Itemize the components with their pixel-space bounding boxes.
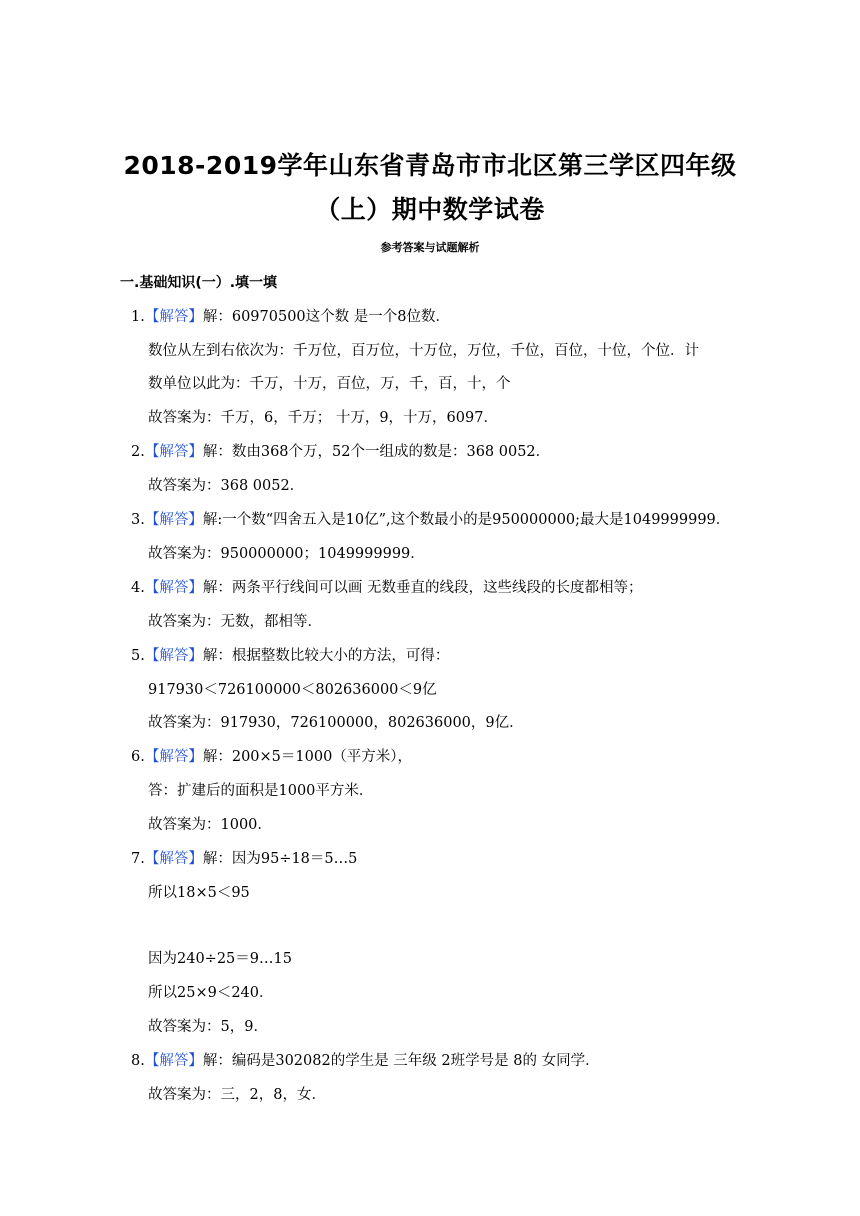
answer-line: 故答案为：950000000；1049999999．	[148, 546, 425, 562]
answer-line: 故答案为：千万，6，千万； 十万，9，十万，6097．	[148, 410, 498, 426]
question-5-line	[131, 644, 449, 665]
answer-line: 数单位以此为：千万，十万，百位，万，千，百，十，个	[148, 376, 511, 392]
question-text: 解：因为95÷18＝5…5	[202, 851, 358, 867]
question-8-line	[131, 1049, 600, 1070]
document-title-line-1: 2018-2019学年山东省青岛市市北区第三学区四年级	[123, 151, 737, 180]
answer-line: 数位从左到右依次为：千万位，百万位，十万位，万位，千位，百位，十位，个位．计	[148, 343, 699, 359]
question-6-line	[131, 745, 412, 766]
question-4-line	[131, 576, 642, 597]
answer-line: 故答案为：917930，726100000，802636000，9亿．	[148, 715, 524, 731]
question-1-line	[131, 305, 450, 326]
answer-tag: 【解答】	[144, 309, 203, 325]
question-2-line	[131, 440, 550, 461]
question-3-line	[131, 508, 730, 529]
document-title-line-2: （上）期中数学试卷	[315, 195, 545, 224]
answer-line: 所以18×5＜95	[148, 885, 250, 901]
answer-tag: 【解答】	[144, 851, 203, 867]
answer-line: 故答案为：无数，都相等．	[148, 614, 322, 630]
answer-line: 所以25×9＜240．	[148, 985, 274, 1001]
question-text: 解：根据整数比较大小的方法，可得：	[202, 648, 450, 664]
answer-tag: 【解答】	[144, 512, 203, 528]
question-number: 1.	[131, 309, 145, 325]
question-number: 4.	[131, 580, 145, 596]
answer-tag: 【解答】	[144, 1053, 203, 1069]
question-7-line	[131, 847, 357, 868]
question-number: 2.	[131, 444, 145, 460]
question-text: 解：数由368个万，52个一组成的数是：368 0052．	[202, 444, 551, 460]
answer-line: 故答案为：三，2，8，女．	[148, 1087, 326, 1103]
answer-tag: 【解答】	[144, 580, 203, 596]
question-text: 解：两条平行线间可以画 无数垂直的线段，这些线段的长度都相等；	[202, 580, 643, 596]
question-number: 6.	[131, 749, 145, 765]
answer-line: 因为240÷25＝9…15	[148, 951, 292, 967]
question-number: 3.	[131, 512, 145, 528]
answer-line: 答：扩建后的面积是1000平方米．	[148, 783, 374, 799]
question-text: 解:一个数“四舍五入是10亿”,这个数最小的是950000000;最大是1049999999．	[202, 512, 731, 528]
answer-tag: 【解答】	[144, 749, 203, 765]
section-heading: 一.基础知识(一）.填一填	[120, 275, 278, 291]
answer-tag: 【解答】	[144, 648, 203, 664]
question-text: 解：60970500这个数 是一个8位数．	[202, 309, 450, 325]
question-text: 解：200×5＝1000（平方米），	[202, 749, 413, 765]
answer-line: 917930＜726100000＜802636000＜9亿	[148, 682, 437, 698]
answer-tag: 【解答】	[144, 444, 203, 460]
question-number: 8.	[131, 1053, 145, 1069]
question-text: 解：编码是302082的学生是 三年级 2班学号是 8的 女同学．	[202, 1053, 600, 1069]
document-subtitle: 参考答案与试题解析	[380, 241, 480, 254]
answer-line: 故答案为：1000．	[148, 817, 272, 833]
answer-line: 故答案为：368 0052．	[148, 478, 305, 494]
answer-line: 故答案为：5，9．	[148, 1019, 268, 1035]
question-number: 7.	[131, 851, 145, 867]
question-number: 5.	[131, 648, 145, 664]
